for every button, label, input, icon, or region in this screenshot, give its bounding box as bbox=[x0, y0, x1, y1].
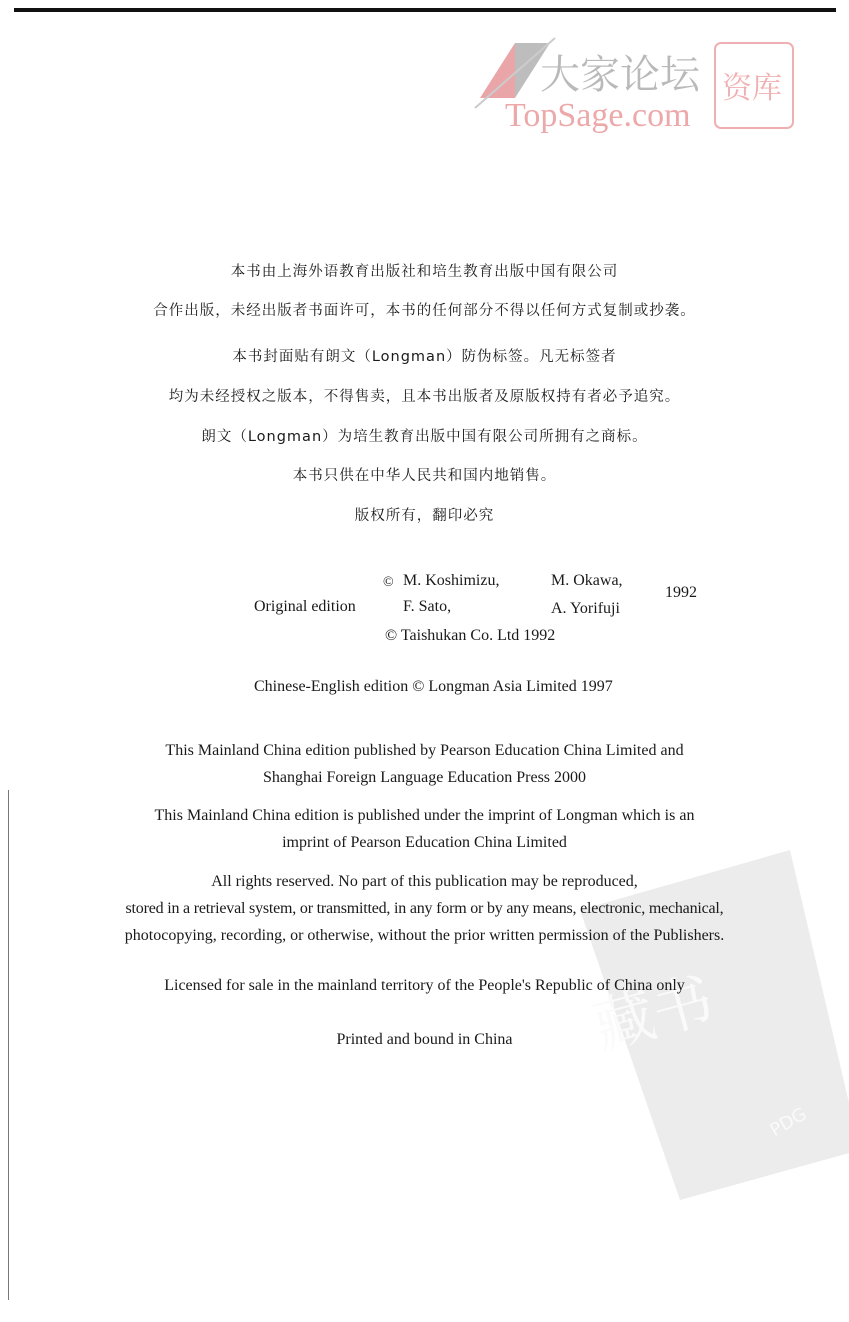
en-line-8: Licensed for sale in the mainland territory of the People's Republic of China only bbox=[164, 977, 685, 994]
en-line-9: Printed and bound in China bbox=[336, 1031, 513, 1048]
chinese-english-edition: Chinese-English edition © Longman Asia Limited 1997 bbox=[254, 678, 613, 695]
en-line-2: Shanghai Foreign Language Education Press 2000 bbox=[262, 769, 587, 786]
author-3: F. Sato, bbox=[403, 598, 452, 615]
en-line-5: All rights reserved. No part of this publication may be reproduced, bbox=[211, 873, 638, 890]
svg-text:藏书: 藏书 bbox=[586, 964, 721, 1064]
cn-line-6: 本书只供在中华人民共和国内地销售。 bbox=[292, 468, 557, 484]
svg-text:TopSage.com: TopSage.com bbox=[505, 97, 691, 134]
cn-line-1: 本书由上海外语教育出版社和培生教育出版中国有限公司 bbox=[230, 264, 619, 280]
cn-line-3: 本书封面贴有朗文（Longman）防伪标签。凡无标签者 bbox=[232, 349, 617, 365]
copyright-symbol: © bbox=[383, 575, 394, 590]
svg-text:大家论坛: 大家论坛 bbox=[540, 52, 700, 98]
cn-line-2: 合作出版，未经出版者书面许可，本书的任何部分不得以任何方式复制或抄袭。 bbox=[153, 303, 696, 319]
en-line-7: photocopying, recording, or otherwise, without the prior written permission of the Publishers. bbox=[124, 927, 725, 944]
svg-text:PDG: PDG bbox=[766, 1103, 811, 1142]
en-line-3: This Mainland China edition is published under the imprint of Longman which is an bbox=[154, 807, 695, 824]
topsage-logo bbox=[470, 28, 810, 138]
author-1: M. Koshimizu, bbox=[403, 572, 500, 589]
svg-text:资库: 资库 bbox=[722, 71, 782, 106]
cn-line-4: 均为未经授权之版本，不得售卖，且本书出版者及原版权持有者必予追究。 bbox=[168, 389, 681, 405]
en-line-6: stored in a retrieval system, or transmitted, in any form or by any means, electronic, mechanical, bbox=[125, 900, 724, 917]
publisher-copyright: © Taishukan Co. Ltd 1992 bbox=[385, 627, 556, 644]
top-rule bbox=[14, 8, 836, 12]
original-edition-label: Original edition bbox=[254, 598, 356, 615]
author-2: M. Okawa, bbox=[551, 572, 623, 589]
cn-line-7: 版权所有，翻印必究 bbox=[354, 508, 495, 524]
en-line-1: This Mainland China edition published by Pearson Education China Limited and bbox=[165, 742, 684, 759]
en-line-4: imprint of Pearson Education China Limited bbox=[282, 834, 567, 851]
cn-line-5: 朗文（Longman）为培生教育出版中国有限公司所拥有之商标。 bbox=[201, 429, 648, 445]
authors-year: 1992 bbox=[665, 584, 697, 601]
author-4: A. Yorifuji bbox=[551, 600, 620, 617]
